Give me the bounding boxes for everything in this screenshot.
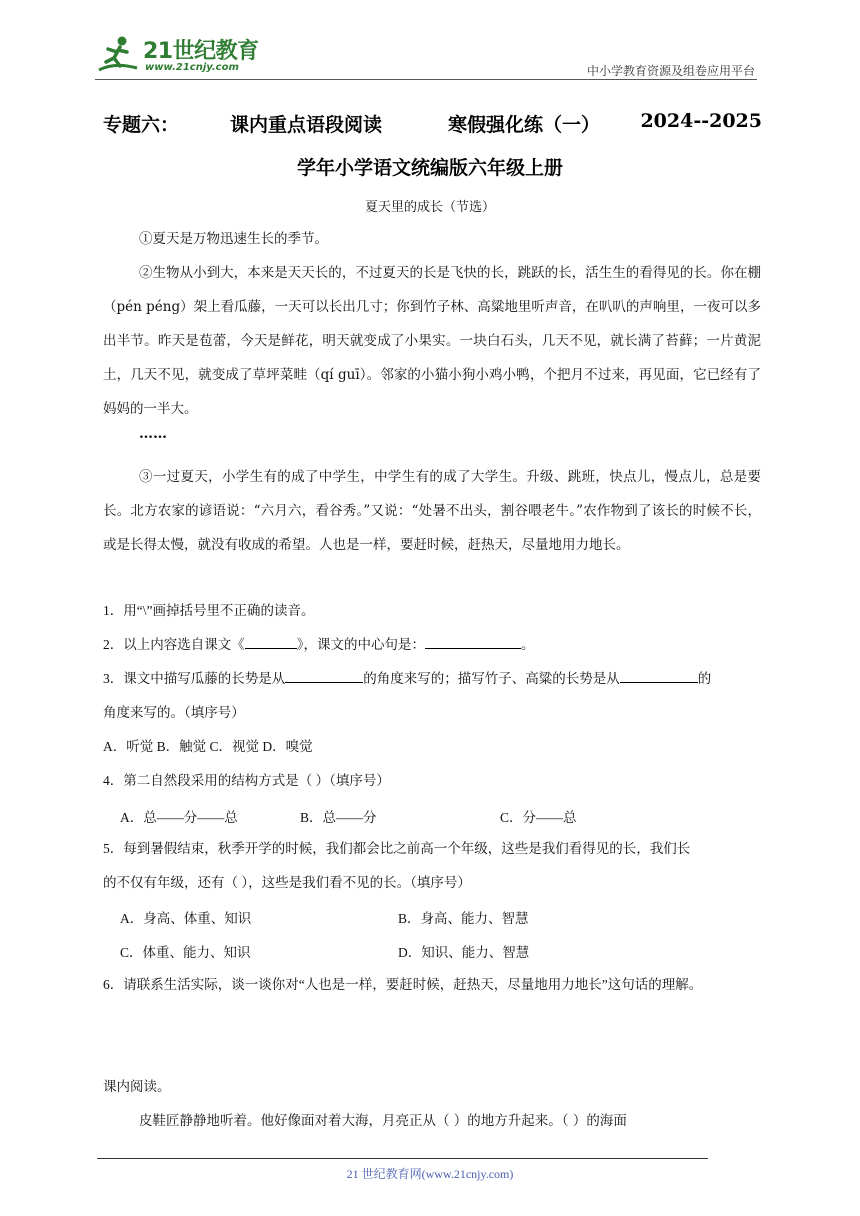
question-5-option-c[interactable]: C．体重、能力、知识 <box>120 945 251 960</box>
question-2-text-a: 2．以上内容选自课文《 <box>103 637 245 652</box>
question-5-line-2: 的不仅有年级，还有（ ），这些是我们看不见的长。（填序号） <box>103 875 471 890</box>
question-2-text-c: 。 <box>521 637 535 652</box>
footer-divider <box>97 1158 708 1159</box>
question-6: 6．请联系生活实际，谈一谈你对“人也是一样，要赶时候，赶热天，尽量地用力地长”这句话的理解。 <box>103 977 703 992</box>
question-3-text-c: 的 <box>697 671 712 686</box>
passage-paragraph-2: ②生物从小到大，本来是天天长的，不过夏天的长是飞快的长，跳跃的长，活生生的看得见的长。你在棚（pén péng）架上看瓜藤，一天可以长出几寸；你到竹子林、高粱地里听声音，在叭叭的声响里，一夜可以多出半节。昨天是苞蕾，今天是鲜花，明天就变成了小果实。一块白石头，几天不见，就长满了苔藓；一片黄泥土，几天不见，就变成了草坪菜畦（qí guī）。邻家的小猫小狗小鸡小鸭，个把月不过来，再见面，它已经有了妈妈的一半大。 <box>103 265 761 417</box>
question-5-line-1: 5．每到暑假结束，秋季开学的时候，我们都会比之前高一个年级，这些是我们看得见的长，我们长 <box>103 841 691 856</box>
runner-logo-icon <box>95 32 141 78</box>
passage-paragraph-1: ①夏天是万物迅速生长的季节。 <box>139 231 328 247</box>
question-3-options: A．听觉 B．触觉 C．视觉 D．嗅觉 <box>103 739 313 754</box>
passage-paragraph-3: ③一过夏天，小学生有的成了中学生，中学生有的成了大学生。升级、跳班，快点儿，慢点儿，总是要长。北方农家的谚语说：“六月六，看谷秀。”又说：“处暑不出头，割谷喂老牛。”农作物到了该长的时候不长，或是长得太慢，就没有收成的希望。人也是一样，要赶时候，赶热天，尽量地用力地长。 <box>103 469 761 553</box>
question-3-continued: 角度来写的。（填序号） <box>103 705 245 720</box>
question-2-text-b: 》，课文的中心句是： <box>296 637 425 652</box>
question-4: 4．第二自然段采用的结构方式是（ ）（填序号） <box>103 773 390 788</box>
question-5-option-d[interactable]: D．知识、能力、智慧 <box>398 945 530 960</box>
header-divider <box>95 79 757 80</box>
title-grade: 学年小学语文统编版六年级上册 <box>296 157 563 179</box>
platform-name: 中小学教育资源及组卷应用平台 <box>586 64 755 78</box>
answer-blank-lesson[interactable] <box>245 634 297 649</box>
logo-text: 21世纪教育 <box>143 39 259 64</box>
answer-blank-central-sentence[interactable] <box>425 634 521 649</box>
question-3 <box>103 662 768 696</box>
section-heading: 课内阅读。 <box>103 1079 171 1094</box>
title-year: 2024--2025 <box>640 110 762 132</box>
title-topic: 专题六： <box>103 114 180 136</box>
question-3-text-a: 3．课文中描写瓜藤的长势是从 <box>103 671 286 686</box>
question-2 <box>103 628 768 662</box>
footer-site[interactable]: 21 世纪教育网(www.21cnjy.com) <box>346 1167 514 1181</box>
section-passage-line: 皮鞋匠静静地听着。他好像面对着大海，月亮正从（ ）的地方升起来。（ ）的海面 <box>139 1113 627 1129</box>
question-4-option-c[interactable]: C．分——总 <box>500 810 577 825</box>
question-5-option-a[interactable]: A．身高、体重、知识 <box>120 911 252 926</box>
answer-blank-melon-vine[interactable] <box>285 668 363 683</box>
passage-ellipsis: …… <box>139 426 167 442</box>
site-logo <box>95 30 265 80</box>
answer-blank-bamboo[interactable] <box>620 668 698 683</box>
logo-url: www.21cnjy.com <box>145 62 239 73</box>
question-3-text-b: 的角度来写的；描写竹子、高粱的长势是从 <box>363 671 620 686</box>
passage-title: 夏天里的成长（节选） <box>364 200 495 215</box>
title-practice: 寒假强化练（一） <box>448 114 601 136</box>
question-4-option-a[interactable]: A．总——分——总 <box>120 810 238 825</box>
question-4-option-b[interactable]: B．总——分 <box>300 810 377 825</box>
question-1: 1．用“\”画掉括号里不正确的读音。 <box>103 603 315 618</box>
question-5-option-b[interactable]: B．身高、能力、智慧 <box>398 911 529 926</box>
title-subject: 课内重点语段阅读 <box>230 114 383 136</box>
